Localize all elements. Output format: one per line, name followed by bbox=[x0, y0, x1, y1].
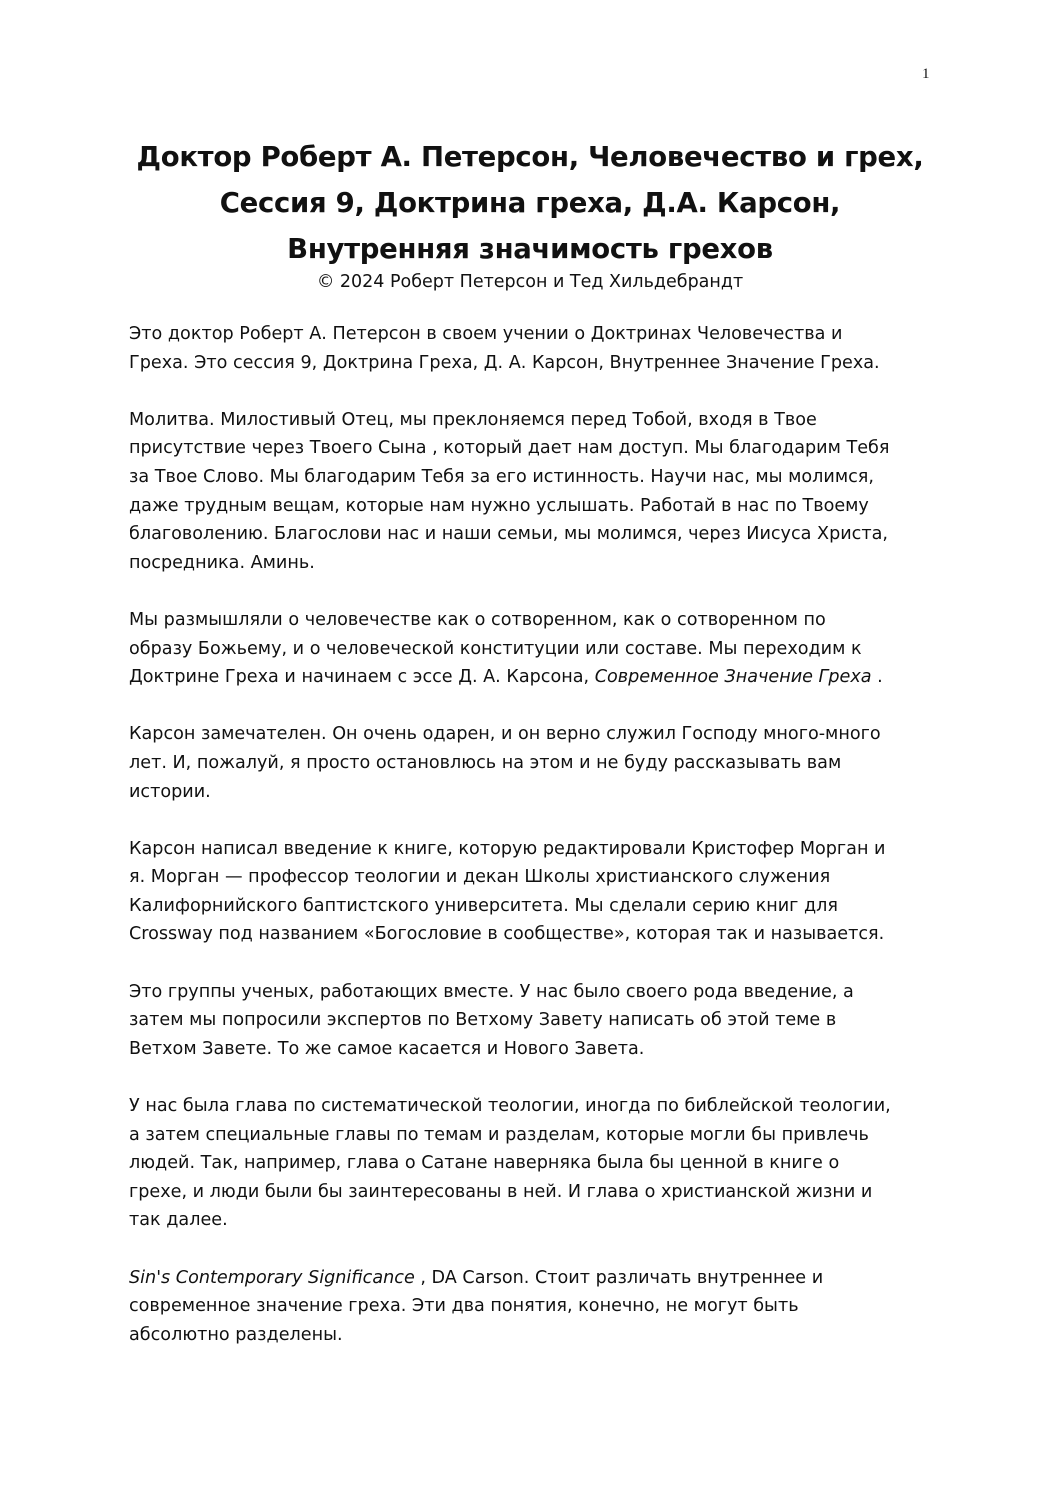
text-line: Греха. Это сессия 9, Доктрина Греха, Д. А. Карсон, Внутреннее Значение Греха. bbox=[129, 352, 880, 373]
text-line: за Твое Слово. Мы благодарим Тебя за его истинность. Научи нас, мы молимся, bbox=[129, 466, 874, 487]
paragraph-carson bbox=[129, 720, 939, 806]
text-line: Калифорнийского баптистского университета. Мы сделали серию книг для bbox=[129, 895, 838, 916]
text-line: абсолютно разделены. bbox=[129, 1324, 343, 1345]
text-line: посредника. Аминь. bbox=[129, 552, 315, 573]
text-line: я. Морган — профессор теологии и декан Школы христианского служения bbox=[129, 867, 831, 888]
document-title-line: Внутренняя значимость грехов bbox=[287, 233, 773, 265]
text-line: Это доктор Роберт А. Петерсон в своем учении о Доктринах Человечества и bbox=[129, 324, 843, 344]
document-header bbox=[100, 134, 960, 294]
essay-title: Современное Значение Греха bbox=[594, 667, 872, 688]
text-line bbox=[129, 663, 939, 692]
text-line bbox=[129, 1264, 939, 1293]
text-line: так далее. bbox=[129, 1210, 228, 1231]
text-line: лет. И, пожалуй, я просто остановлюсь на этом и не буду рассказывать вам bbox=[129, 752, 842, 773]
text-line: Молитва. Милостивый Отец, мы преклоняемся перед Тобой, входя в Твое bbox=[129, 409, 817, 430]
text-line: истории. bbox=[129, 781, 211, 802]
text-line: Карсон написал введение к книге, которую редактировали Кристофер Морган и bbox=[129, 838, 886, 859]
text-line: благоволению. Благослови нас и наши семьи, мы молимся, через Иисуса Христа, bbox=[129, 524, 888, 545]
text-line: Ветхом Завете. То же самое касается и Нового Завета. bbox=[129, 1038, 645, 1059]
text-line: современное значение греха. Эти два понятия, конечно, не могут быть bbox=[129, 1296, 799, 1317]
paragraph-scholars bbox=[129, 978, 939, 1064]
document-title-line: Доктор Роберт А. Петерсон, Человечество и грех, bbox=[136, 141, 924, 173]
paragraph-prayer bbox=[129, 406, 939, 578]
essay-title: Sin's Contemporary Significance bbox=[129, 1267, 415, 1288]
text-line: присутствие через Твоего Сына , который дает нам доступ. Мы благодарим Тебя bbox=[129, 438, 890, 459]
paragraph-humanity bbox=[129, 606, 939, 692]
text-line: У нас была глава по систематической теологии, иногда по библейской теологии, bbox=[129, 1096, 891, 1117]
text-line: Это группы ученых, работающих вместе. У нас было своего рода введение, а bbox=[129, 981, 854, 1002]
text-line: образу Божьему, и о человеческой конституции или составе. Мы переходим к bbox=[129, 638, 862, 659]
text-segment: . bbox=[871, 667, 883, 688]
page-number: 1 bbox=[922, 66, 930, 82]
text-segment: , DA Carson. Стоит различать внутреннее и bbox=[414, 1267, 824, 1288]
paragraph-chapters bbox=[129, 1092, 939, 1235]
text-line: Мы размышляли о человечестве как о сотворенном, как о сотворенном по bbox=[129, 609, 826, 630]
text-line: людей. Так, например, глава о Сатане наверняка была бы ценной в книге о bbox=[129, 1153, 840, 1174]
text-line: грехе, и люди были бы заинтересованы в ней. И глава о христианской жизни и bbox=[129, 1181, 873, 1202]
paragraph-intro bbox=[129, 320, 939, 377]
copyright-notice: © 2024 Роберт Петерсон и Тед Хильдебрандт bbox=[316, 272, 744, 292]
document-body bbox=[129, 320, 939, 1378]
paragraph-book bbox=[129, 835, 939, 949]
text-line: даже трудным вещам, которые нам нужно услышать. Работай в нас по Твоему bbox=[129, 495, 869, 516]
text-line: Crossway под названием «Богословие в сообществе», которая так и называется. bbox=[129, 924, 885, 945]
paragraph-significance bbox=[129, 1264, 939, 1350]
text-line: затем мы попросили экспертов по Ветхому Завету написать об этой теме в bbox=[129, 1010, 837, 1031]
text-segment: Доктрине Греха и начинаем с эссе Д. А. Карсона, bbox=[129, 667, 595, 688]
document-title-line: Сессия 9, Доктрина греха, Д.А. Карсон, bbox=[219, 187, 841, 219]
text-line: а затем специальные главы по темам и разделам, которые могли бы привлечь bbox=[129, 1124, 869, 1145]
text-line: Карсон замечателен. Он очень одарен, и он верно служил Господу много-много bbox=[129, 724, 881, 745]
